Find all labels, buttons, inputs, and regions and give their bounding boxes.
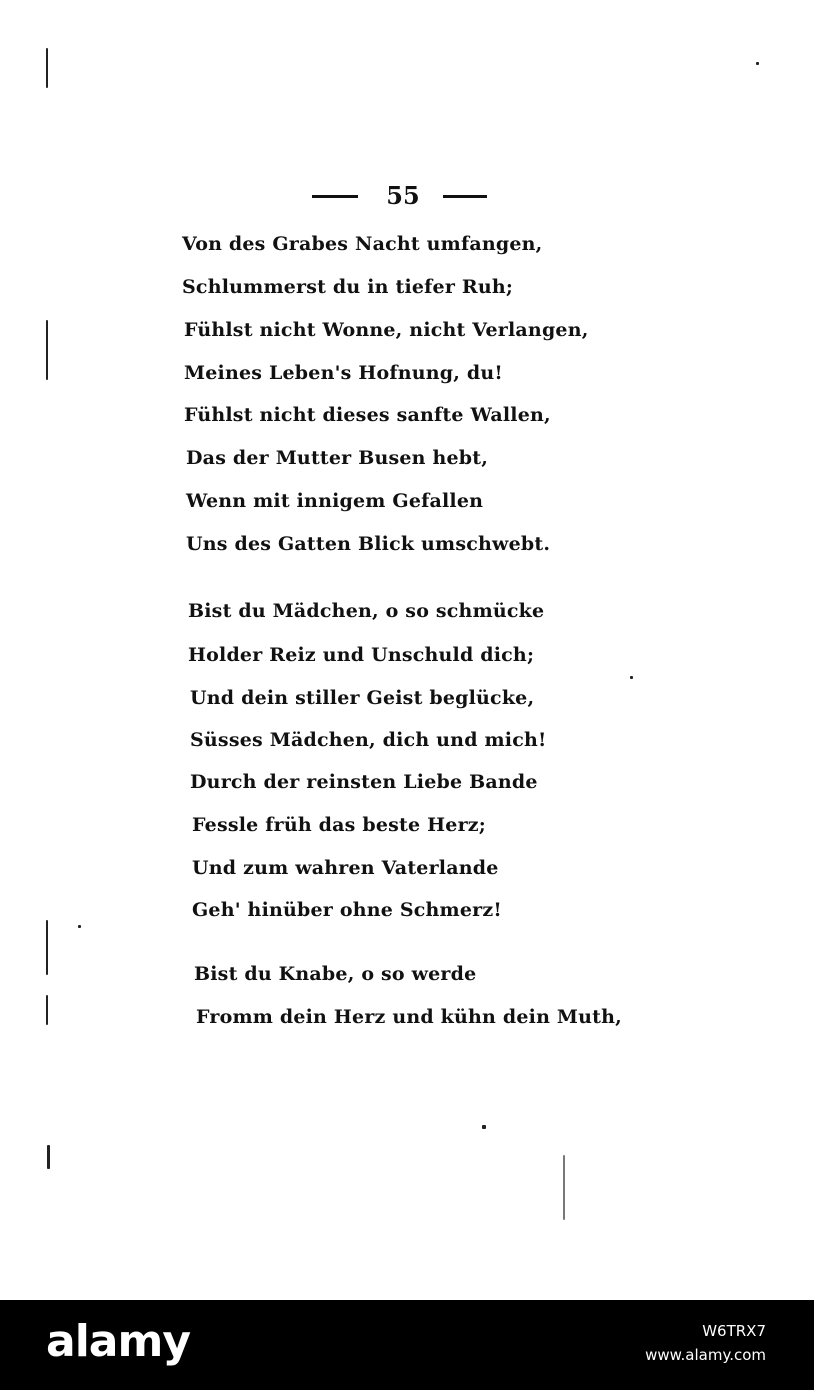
poem-line: Fühlst nicht dieses sanfte Wallen, <box>184 404 551 426</box>
poem-line: Bist du Mädchen, o so schmücke <box>188 600 545 622</box>
poem-line: Geh' hinüber ohne Schmerz! <box>192 899 502 921</box>
poem-line: Meines Leben's Hofnung, du! <box>184 362 503 384</box>
poem-line: Fessle früh das beste Herz; <box>192 814 486 836</box>
scan-artifact <box>563 1155 565 1220</box>
poem-line: Fühlst nicht Wonne, nicht Verlangen, <box>184 319 589 341</box>
poem-line: Von des Grabes Nacht umfangen, <box>182 233 543 255</box>
page-number: 55 <box>386 181 420 210</box>
poem-line: Das der Mutter Busen hebt, <box>186 447 489 469</box>
poem-line: Uns des Gatten Blick umschwebt. <box>186 533 551 555</box>
poem-line: Schlummerst du in tiefer Ruh; <box>182 276 514 298</box>
poem-line: Durch der reinsten Liebe Bande <box>190 771 538 793</box>
poem-line: Fromm dein Herz und kühn dein Muth, <box>196 1006 622 1028</box>
scan-artifact <box>46 995 48 1025</box>
header-rule-right <box>443 195 487 198</box>
poem-line: Süsses Mädchen, dich und mich! <box>190 729 547 751</box>
poem-line: Und zum wahren Vaterlande <box>192 857 499 879</box>
poem-line: Wenn mit innigem Gefallen <box>186 490 484 512</box>
scan-artifact <box>46 920 48 975</box>
scan-artifact <box>46 320 48 380</box>
scan-artifact <box>78 925 81 928</box>
image-id: W6TRX7 <box>702 1322 766 1340</box>
poem-line: Holder Reiz und Unschuld dich; <box>188 644 535 666</box>
scan-artifact <box>47 1145 50 1169</box>
alamy-logo: alamy <box>46 1316 190 1367</box>
scan-artifact <box>46 48 48 88</box>
poem-line: Bist du Knabe, o so werde <box>194 963 477 985</box>
poem-line: Und dein stiller Geist beglücke, <box>190 687 535 709</box>
scan-artifact <box>482 1125 486 1129</box>
site-url: www.alamy.com <box>645 1346 766 1364</box>
header-rule-left <box>312 195 358 198</box>
scan-artifact <box>630 676 633 679</box>
scan-artifact <box>756 62 759 65</box>
